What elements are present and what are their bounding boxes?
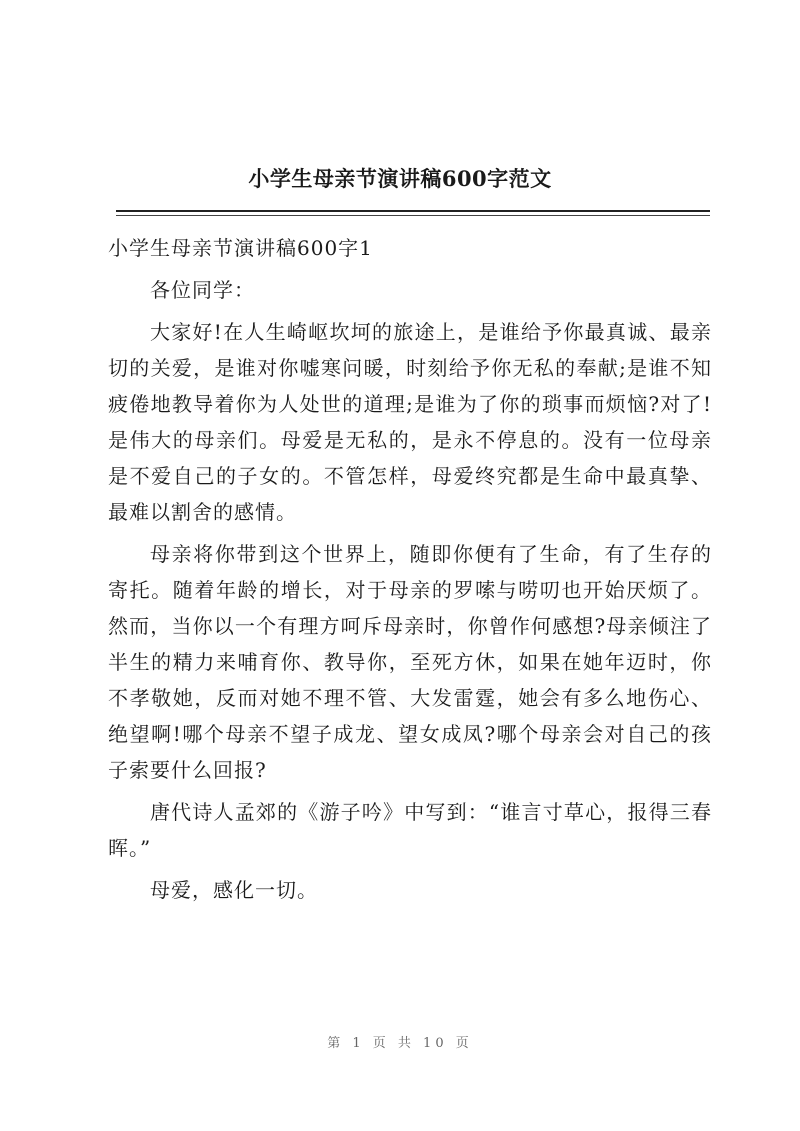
paragraph-4: 母爱，感化一切。 xyxy=(150,878,318,902)
paragraph-greeting: 各位同学： xyxy=(150,278,255,302)
page-footer: 第 1 页 共 10 页 xyxy=(327,1036,473,1051)
title-divider-thick xyxy=(116,210,710,212)
paragraph-3: 唐代诗人孟郊的《游子吟》中写到：“谁言寸草心，报得三春晖。” xyxy=(108,800,712,860)
paragraph-1: 大家好!在人生崎岖坎坷的旅途上，是谁给予你最真诚、最亲切的关爱，是谁对你嘘寒问暖，时刻给予你无私的奉献;是谁不知疲倦地教导着你为人处世的道理;是谁为了你的琐事而烦恼?对了!是伟大的母亲们。母爱是无私的，是永不停息的。没有一位母亲是不爱自己的子女的。不管怎样，母爱终究都是生命中最真挚、最难以割舍的感情。 xyxy=(108,320,712,524)
document-title: 小学生母亲节演讲稿600字范文 xyxy=(248,166,552,191)
paragraph-2: 母亲将你带到这个世界上，随即你便有了生命，有了生存的寄托。随着年龄的增长，对于母亲的罗嗦与唠叨也开始厌烦了。然而，当你以一个有理方呵斥母亲时，你曾作何感想?母亲倾注了半生的精力来哺育你、教导你，至死方休，如果在她年迈时，你不孝敬她，反而对她不理不管、大发雷霆，她会有多么地伤心、绝望啊!哪个母亲不望子成龙、望女成凤?哪个母亲会对自己的孩子索要什么回报? xyxy=(108,542,712,782)
document-body xyxy=(108,230,712,914)
section-heading: 小学生母亲节演讲稿600字1 xyxy=(108,236,373,260)
title-divider-thin xyxy=(116,215,710,216)
